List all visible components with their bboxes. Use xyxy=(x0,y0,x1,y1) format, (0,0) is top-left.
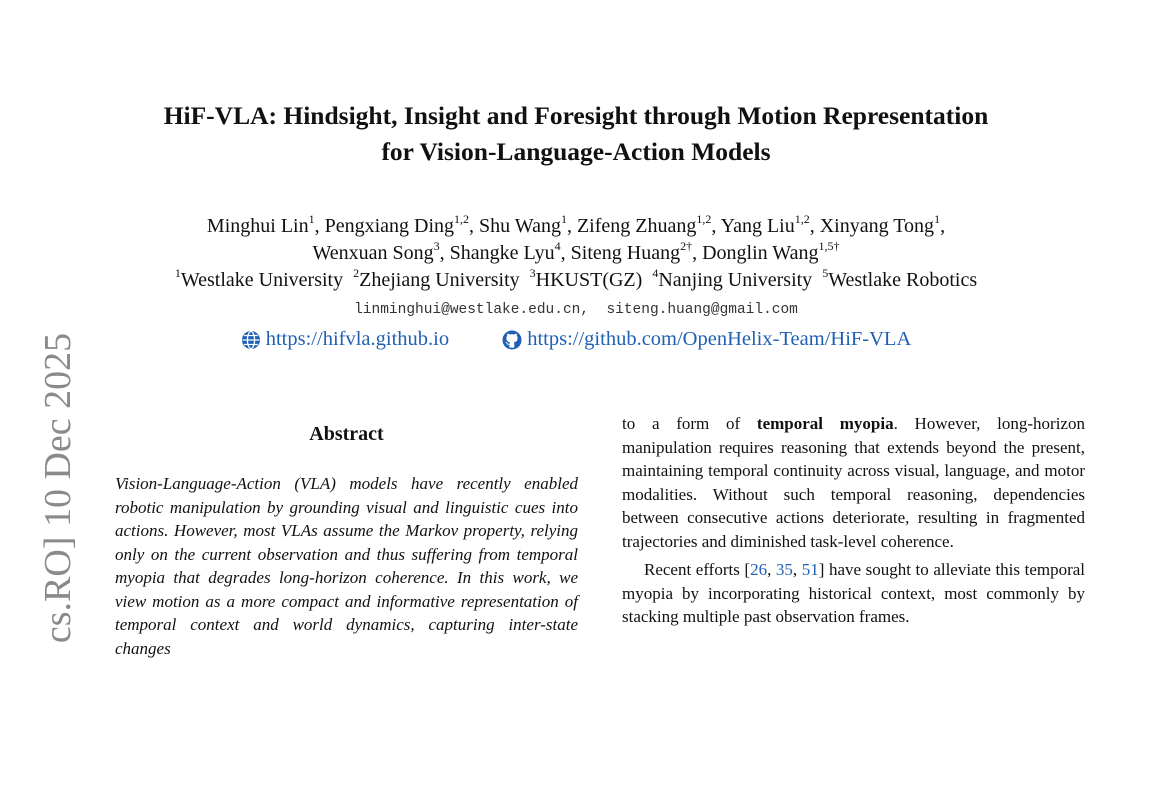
author-name: Donglin Wang xyxy=(702,242,819,264)
arxiv-stamp: cs.RO] 10 Dec 2025 xyxy=(37,332,79,644)
author-name: Pengxiang Ding xyxy=(324,215,455,237)
author-name: Yang Liu xyxy=(720,215,795,237)
project-links xyxy=(0,328,1152,356)
author-sup: 3 xyxy=(433,239,440,253)
citation-link[interactable]: 51 xyxy=(801,560,819,579)
affiliation-sup: 4 xyxy=(652,266,659,280)
author-sup: 4 xyxy=(554,239,561,253)
right-column xyxy=(622,412,1085,629)
github-link-group xyxy=(502,328,911,351)
affiliation-name: Zhejiang University xyxy=(359,269,520,291)
text-span: ] have sought to alleviate this temporal myopia by incorporating historical context, most commonly by stacking multiple past observation frames. xyxy=(622,560,1086,626)
intro-paragraph-2: Recent efforts [26, 35, 51] have sought to alleviate this temporal myopia by incorporating historical context, most commonly by stacking multiple past observation frames. xyxy=(622,560,1086,626)
affiliation-line xyxy=(0,267,1152,294)
author-name: Xinyang Tong xyxy=(819,215,935,237)
author-sup: 1,2 xyxy=(454,212,470,226)
author-emails: linminghui@westlake.edu.cn, siteng.huang@gmail.com xyxy=(354,302,798,318)
author-sup: 1,2 xyxy=(794,212,810,226)
author-line-1: Minghui Lin$^1$, Pengxiang Ding$^{1,2}$, Shu Wang$^1$, Zifeng Zhuang$^{1,2}$, Yang Liu$^{1,2}$, Xinyang Tong$^1$, xyxy=(206,212,946,237)
affiliation-sup: 2 xyxy=(353,266,360,280)
abstract-heading: Abstract xyxy=(309,423,384,445)
author-name: Shangke Lyu xyxy=(449,242,555,264)
author-name: Minghui Lin xyxy=(206,215,309,237)
author-name: Shu Wang xyxy=(479,215,561,237)
title-line-1: HiF-VLA: Hindsight, Insight and Foresight through Motion Representation xyxy=(163,101,989,130)
affiliation-name: Nanjing University xyxy=(658,269,813,291)
github-icon xyxy=(502,330,522,350)
author-sup: 1,5† xyxy=(818,239,840,253)
author-sup: 1 xyxy=(560,212,567,226)
citation-link[interactable]: 35 xyxy=(775,560,793,579)
globe-icon xyxy=(241,330,261,350)
author-sup: 1 xyxy=(308,212,315,226)
website-link-group xyxy=(241,328,449,351)
text-span: Recent efforts [ xyxy=(644,560,751,579)
intro-paragraph-1 xyxy=(622,412,1085,553)
bold-term: temporal myopia xyxy=(756,414,894,433)
affiliation-name: Westlake Robotics xyxy=(828,269,978,291)
author-name: Zifeng Zhuang xyxy=(576,215,697,237)
author-block xyxy=(0,213,1152,294)
affiliation-sup: 1 xyxy=(174,266,181,280)
author-sup: 2† xyxy=(680,239,693,253)
paper-title xyxy=(0,98,1152,170)
text-span: to a form of xyxy=(622,414,757,433)
affiliation-name: HKUST(GZ) xyxy=(535,269,643,291)
author-sup: 1 xyxy=(934,212,941,226)
citation-link[interactable]: 26 xyxy=(750,560,768,579)
affiliation-sup: 5 xyxy=(822,266,829,280)
affiliation-sup: 3 xyxy=(529,266,536,280)
website-link[interactable]: https://hifvla.github.io xyxy=(265,328,450,350)
abstract-text: Vision-Language-Action (VLA) models have recently enabled robotic manipulation by grounding visual and linguistic cues into actions. However, most VLAs assume the Markov property, relying only on the current observation and thus suffering from temporal myopia that degrades long-horizon coherence. In this work, we view motion as a more compact and informative representation of temporal context and world dynamics, capturing inter-state changes xyxy=(115,474,578,658)
affiliation-name: Westlake University xyxy=(180,269,344,291)
author-sup: 1,2 xyxy=(696,212,712,226)
text-span: . However, long-horizon manipulation requires reasoning that extends beyond the present, maintaining temporal continuity across visual, language, and motor modalities. Without such temporal reasoning, dependencies between consecutive actions deteriorate, resulting in fragmented trajectories and diminished task-level coherence. xyxy=(622,414,1085,551)
author-name: Siteng Huang xyxy=(570,242,681,264)
author-name: Wenxuan Song xyxy=(312,242,434,264)
title-line-2: for Vision-Language-Action Models xyxy=(381,137,771,166)
github-link[interactable]: https://github.com/OpenHelix-Team/HiF-VLA xyxy=(527,328,912,350)
author-line-2: Wenxuan Song$^3$, Shangke Lyu$^4$, Siteng Huang$^{2\dagger}$, Donglin Wang$^{1,5\dagger}$ xyxy=(312,239,840,264)
